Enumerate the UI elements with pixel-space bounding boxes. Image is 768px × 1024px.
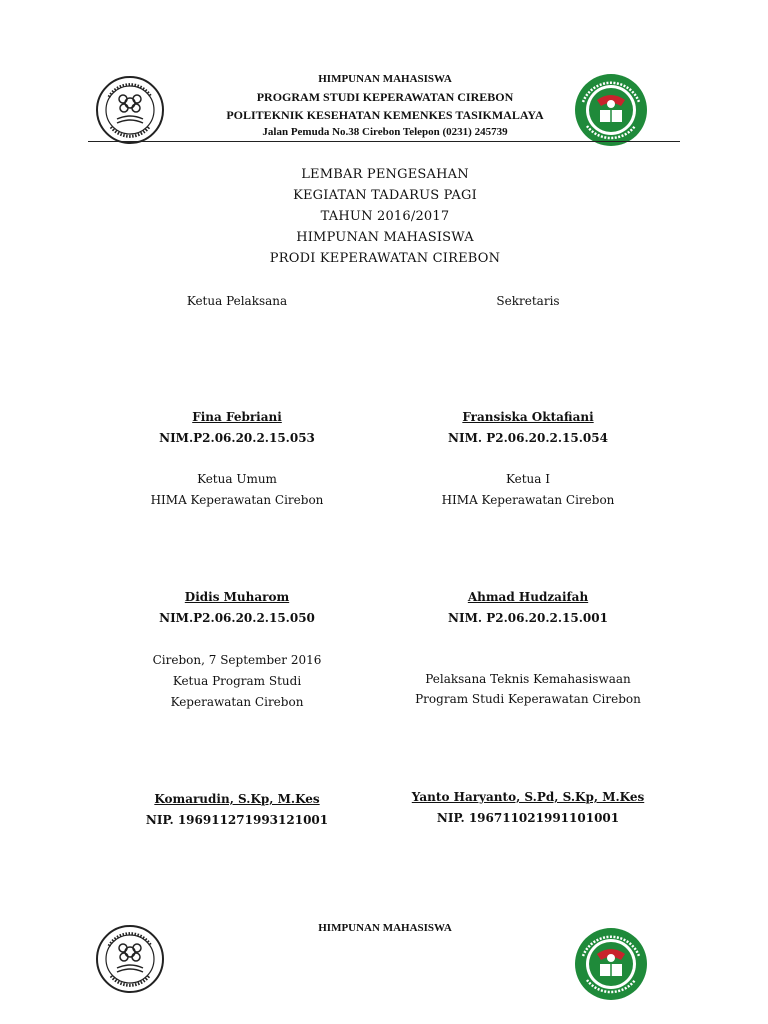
next-page-letterhead-org: HIMPUNAN MAHASISWA <box>318 922 452 934</box>
sig-name-fina: Fina Febriani <box>192 410 282 424</box>
doc-subtitle-program: PRODI KEPERAWATAN CIREBON <box>269 251 501 266</box>
sig-role-ketua-i: Ketua I <box>505 472 550 486</box>
sig-role-ketua-i-org: HIMA Keperawatan Cirebon <box>441 493 615 507</box>
sig-name-ahmad: Ahmad Hudzaifah <box>467 590 589 604</box>
letterhead-institution: POLITEKNIK KESEHATAN KEMENKES TASIKMALAYA <box>226 108 544 122</box>
hima-emblem-icon-next-page <box>573 926 649 1002</box>
sig-role-ketua-prodi: Ketua Program Studi <box>172 674 302 688</box>
poltekkes-seal-icon-next-page <box>95 924 165 994</box>
letterhead-address: Jalan Pemuda No.38 Cirebon Telepon (0231) 245739 <box>262 126 508 138</box>
sig-nim-fina: NIM.P2.06.20.2.15.053 <box>159 431 315 445</box>
letterhead-divider <box>88 141 680 142</box>
doc-subtitle-activity: KEGIATAN TADARUS PAGI <box>293 188 477 203</box>
sig-role-ketua-umum-org: HIMA Keperawatan Cirebon <box>150 493 324 507</box>
sig-nim-didis: NIM.P2.06.20.2.15.050 <box>159 611 315 625</box>
doc-title: LEMBAR PENGESAHAN <box>301 167 469 182</box>
sig-role-sekretaris: Sekretaris <box>496 294 560 308</box>
sig-nim-fransiska: NIM. P2.06.20.2.15.054 <box>448 431 608 445</box>
letterhead <box>0 0 768 150</box>
sig-role-ketua-umum: Ketua Umum <box>197 472 277 486</box>
sig-name-didis: Didis Muharom <box>184 590 290 604</box>
sig-name-komarudin: Komarudin, S.Kp, M.Kes <box>154 792 320 806</box>
letterhead-org: HIMPUNAN MAHASISWA <box>318 73 452 85</box>
sig-role-ketua-pelaksana: Ketua Pelaksana <box>186 294 288 308</box>
sig-nip-yanto: NIP. 196711021991101001 <box>436 811 620 825</box>
sig-nip-komarudin: NIP. 196911271993121001 <box>145 813 329 827</box>
letterhead-program: PROGRAM STUDI KEPERAWATAN CIREBON <box>256 90 514 104</box>
sig-nim-ahmad: NIM. P2.06.20.2.15.001 <box>448 611 608 625</box>
sig-name-fransiska: Fransiska Oktafiani <box>462 410 594 424</box>
sig-role-ketua-prodi-org: Keperawatan Cirebon <box>170 695 304 709</box>
sig-name-yanto: Yanto Haryanto, S.Pd, S.Kp, M.Kes <box>411 790 645 804</box>
sig-role-pelaksana-teknis: Pelaksana Teknis Kemahasiswaan <box>425 672 631 686</box>
hima-emblem-icon <box>573 72 649 148</box>
doc-subtitle-year: TAHUN 2016/2017 <box>320 209 450 224</box>
sig-role-pelaksana-teknis-org: Program Studi Keperawatan Cirebon <box>415 692 641 706</box>
sig-place-date: Cirebon, 7 September 2016 <box>152 653 322 667</box>
doc-subtitle-org: HIMPUNAN MAHASISWA <box>296 230 474 245</box>
